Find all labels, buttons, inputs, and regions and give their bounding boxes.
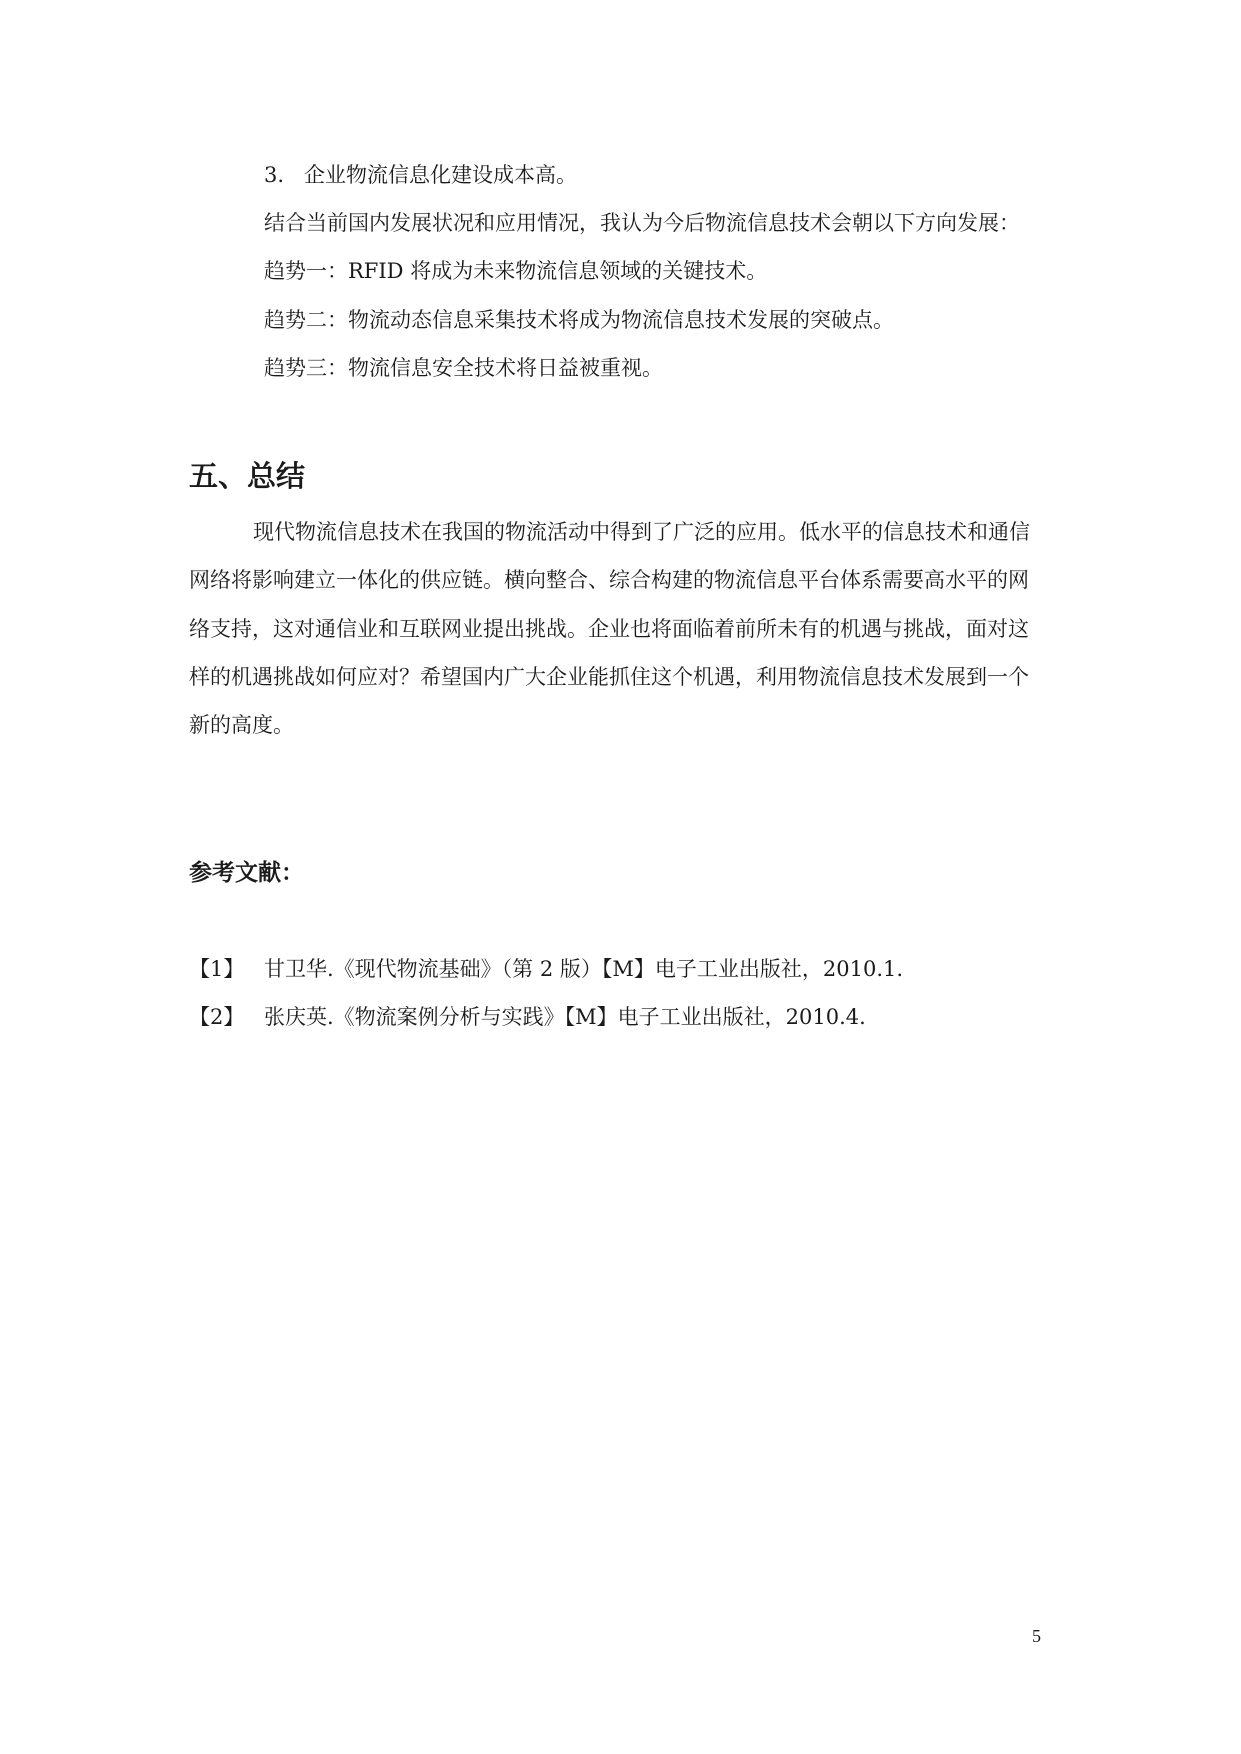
reference-text: 甘卫华.《现代物流基础》（第 2 版）【M】电子工业出版社，2010.1.: [264, 957, 904, 981]
trend-3: 趋势三：物流信息安全技术将日益被重视。: [264, 356, 663, 380]
list-item-number: 3.: [264, 163, 285, 187]
summary-line: 样的机遇挑战如何应对？希望国内广大企业能抓住这个机遇，利用物流信息技术发展到一个: [189, 665, 1029, 689]
summary-line: 网络将影响建立一体化的供应链。横向整合、综合构建的物流信息平台体系需要高水平的网: [189, 568, 1029, 592]
page-number: 5: [1032, 1626, 1041, 1646]
reference-index: 【2】: [189, 1005, 245, 1029]
reference-index: 【1】: [189, 957, 245, 981]
trend-1: 趋势一：RFID 将成为未来物流信息领域的关键技术。: [264, 259, 768, 283]
summary-line: 现代物流信息技术在我国的物流活动中得到了广泛的应用。低水平的信息技术和通信: [253, 520, 1030, 544]
trend-2: 趋势二：物流动态信息采集技术将成为物流信息技术发展的突破点。: [264, 308, 894, 332]
reference-item: [189, 1002, 866, 1032]
reference-text: 张庆英.《物流案例分析与实践》【M】电子工业出版社，2010.4.: [264, 1005, 866, 1029]
summary-line: 新的高度。: [189, 713, 294, 737]
summary-heading: 五、总结: [189, 459, 306, 493]
summary-line: 络支持，这对通信业和互联网业提出挑战。企业也将面临着前所未有的机遇与挑战，面对这: [189, 617, 1029, 641]
list-item-3: [264, 160, 577, 190]
references-heading: 参考文献：: [189, 860, 304, 886]
reference-item: [189, 954, 903, 984]
trends-intro: 结合当前国内发展状况和应用情况，我认为今后物流信息技术会朝以下方向发展：: [264, 211, 1020, 235]
list-item-text: 企业物流信息化建设成本高。: [304, 163, 577, 187]
